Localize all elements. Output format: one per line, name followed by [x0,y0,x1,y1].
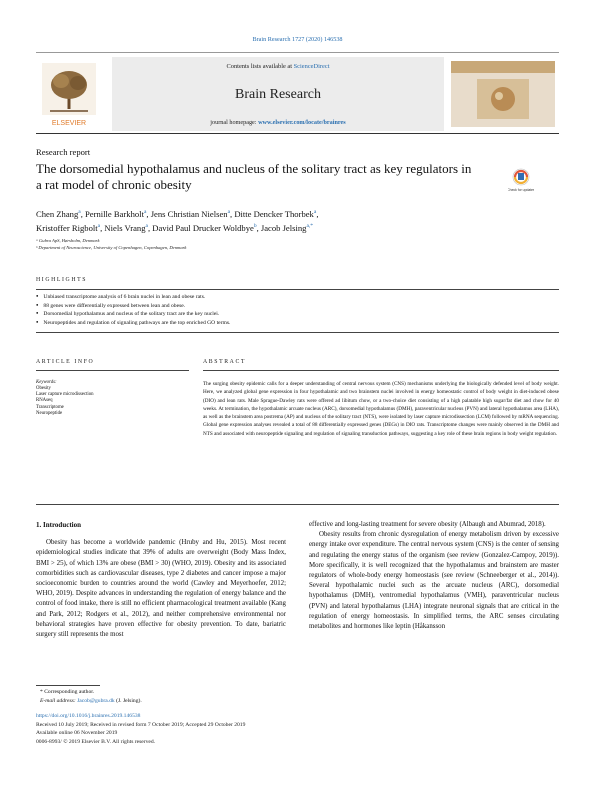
divider [203,370,559,371]
highlight-item: ● Neuropeptides and regulation of signaling pathways are the top enriched GO terms. [36,319,559,328]
divider [36,370,189,371]
email-suffix: (J. Jelsing). [114,697,142,704]
affiliation-a: ᵃ Gubra ApS, Hørsholm, Denmark [36,238,100,243]
keywords-label: Keywords: [36,380,57,385]
body-column-left [36,520,286,640]
corresponding-author-note: * Corresponding author. [40,689,95,695]
abstract-body: The surging obesity epidemic calls for a deeper understanding of central nervous system (CNS) mechanisms underlying the biologically defended level of body weight. Here, we analyzed global gene expression in four hypothalamic and two brainstem nuclei involved in energy homeostatic control of body weight in diet-induced obese (DIO) and lean rats. Male Sprague-Dawley rats were offered ad libitum chow, or a two-choice diet consisting of a high palatable high sugar/fat diet and chow for 40 weeks. At termination, the hypothalamic arcuate nucleus (ARC), dorsomedial hypothalamus (DMH), paraventricular nucleus (PVN) and lateral hypothalamus area (LHA), as well as the brainstem area postrema (AP) and nucleus of the solitary tract (NTS), were isolated by laser capture microdissection (LCM) followed by mRNA sequencing. Global gene expression analyses revealed a total of 88 differentially expressed genes (DEGs) in DIO rats. Transcriptome changes were mainly observed in the DMH and NTS and associated with neuropeptide signaling and regulation of signaling transduction pathways, suggesting a key role of these brain regions in body weight regulation. [203,381,559,437]
author-affiliation-marker[interactable]: b [253,222,257,229]
highlight-item: ● 88 genes were differentially expressed between lean and obese. [36,302,559,311]
contents-prefix: Contents lists available at [226,63,294,70]
abstract-heading: ABSTRACT [203,359,247,365]
divider [36,289,559,290]
elsevier-logo-icon [36,57,108,131]
author-affiliation-marker[interactable]: a [227,209,231,215]
author-affiliation-marker[interactable]: a [78,209,81,215]
section-heading: 1. Introduction [36,521,81,529]
divider [36,332,559,333]
copyright: 0006-8993/ © 2019 Elsevier B.V. All rights reserved. [36,738,156,745]
affiliation-b: ᵇ Department of Neuroscience, University of Copenhagen, Copenhagen, Denmark [36,245,187,250]
keyword-item: Neuropeptide [36,410,63,416]
email-link[interactable]: Jacob@gubra.dk [77,697,115,704]
author-name[interactable]: Jacob Jelsing [260,222,307,233]
body-paragraph: Obesity results from chronic dysregulation of energy metabolism driven by excessive energy intake over expenditure. The central nervous system (CNS) is the center of sensing and regulating the energy status of the organism (see review (Gonzalez-Campoy, 2019)). More specifically, it is well recognized that the hypothalamus and brainstem are master regulators of whole-body energy homeostasis (see review (Schneeberger et al., 2014)). Several hypothalamic nuclei such as the arcuate nucleus (ARC), dorsomedial hypothalamus (DMH), ventromedial hypothalamus (VMH), paraventricular nucleus (PVN) and lateral hypothalamus (LHA) integrate neuronal signals that are critical in the regulation of energy homeostasis. In simplified terms, the ARC senses circulating metabolites and hormones like leptin (Håkansson [309,531,559,631]
author-name[interactable]: Niels Vrang [104,222,146,233]
masthead-center [112,57,444,131]
authors-line-1: Chen Zhang$^a$, Pernille Barkholt$^a$, Jens Christian Nielsen$^a$, Ditte Dencker Thorbek$^a$, [36,208,319,219]
homepage-line [112,119,444,126]
check-for-updates-label: Check for updates [508,188,534,192]
doi-link[interactable]: https://doi.org/10.1016/j.brainres.2019.146538 [36,713,141,719]
authors-line-2: Kristoffer Rigbolt$^a$, Niels Vrang$^a$, David Paul Drucker Woldbye$^b$, Jacob Jelsing$^{a,*}$ [36,222,314,233]
author-affiliation-marker[interactable]: a [143,209,147,215]
keyword-item: Laser capture microdissection [36,392,94,398]
article-type: Research report [36,147,91,157]
keyword-item: Transcriptome [36,404,64,410]
footnotes [40,688,142,705]
sciencedirect-link[interactable]: ScienceDirect [293,63,330,70]
author-name[interactable]: Ditte Dencker Thorbek [234,208,314,219]
contents-line [112,63,444,70]
keywords-list [36,386,94,417]
author-name[interactable]: Kristoffer Rigbolt [36,222,98,233]
check-for-updates-icon[interactable] [508,167,534,195]
article-title: The dorsomedial hypothalamus and nucleus of the solitary tract as key regulators in a rat model of chronic obesity [36,161,472,192]
body-paragraph: effective and long-lasting treatment for severe obesity (Albaugh and Abumrad, 2018). [309,521,546,528]
homepage-prefix: journal homepage: [210,119,259,126]
publication-info [36,712,245,746]
body-paragraph: Obesity has become a worldwide pandemic (Hruby and Hu, 2015). Most recent epidemiological studies indicate that 39% of adults are overweight (Body Mass Index, BMI > 25), of which 13% are obese (BMI > 30) (WHO, 2019). Obesity and its associated comorbidities such as cardiovascular diseases, type 2 diabetes and cancer impose a major socioeconomic burden to countries around the world (Cawley and Meyerhoefer, 2012; WHO, 2019). Despite advances in understanding the regulation of energy balance and the control of food intake, there is still no efficient pharmacological treatment available (Kang and Park, 2012; Rodgers et al., 2012), and neither comprehensive environmental nor behavioral strategies have proven effective for obesity prevention. To date, bariatric surgery still represents the most [36,539,286,639]
email-label: E-mail address: [40,697,78,704]
journal-masthead [36,52,559,134]
journal-cover-icon [447,57,559,131]
author-list [36,206,516,234]
journal-name: Brain Research [235,87,321,102]
footnote-divider [36,685,100,686]
author-name[interactable]: David Paul Drucker Woldbye [152,222,254,233]
divider [36,504,559,505]
highlight-item: ● Dorsomedial hypothalamus and nucleus of the solitary tract are the key nuclei. [36,310,559,319]
author-affiliation-marker[interactable]: a [313,209,317,215]
svg-text:ELSEVIER: ELSEVIER [51,120,87,127]
keyword-item: Obesity [36,386,51,391]
body-column-right [309,520,559,632]
author-affiliation-marker[interactable]: a [97,222,101,229]
keyword-item: RNAseq [36,398,53,404]
received-dates: Received 10 July 2019; Received in revised form 7 October 2019; Accepted 29 October 2019 [36,721,246,728]
author-affiliation-marker[interactable]: a [145,222,148,229]
highlights-list [36,293,559,327]
highlight-item: ● Unbiased transcriptome analysis of 6 brain nuclei in lean and obese rats. [36,293,559,302]
author-name[interactable]: Pernille Barkholt [85,208,144,219]
author-name[interactable]: Chen Zhang [36,208,79,219]
online-date: Available online 06 November 2019 [36,730,118,737]
homepage-link[interactable]: www.elsevier.com/locate/brainres [258,119,346,126]
author-name[interactable]: Jens Christian Nielsen [150,208,228,219]
email-note [40,697,142,706]
journal-citation[interactable]: Brain Research 1727 (2020) 146538 [252,36,343,43]
highlights-heading: HIGHLIGHTS [36,277,88,283]
author-affiliation-marker[interactable]: a,* [306,222,314,229]
article-info-heading: ARTICLE INFO [36,359,95,365]
